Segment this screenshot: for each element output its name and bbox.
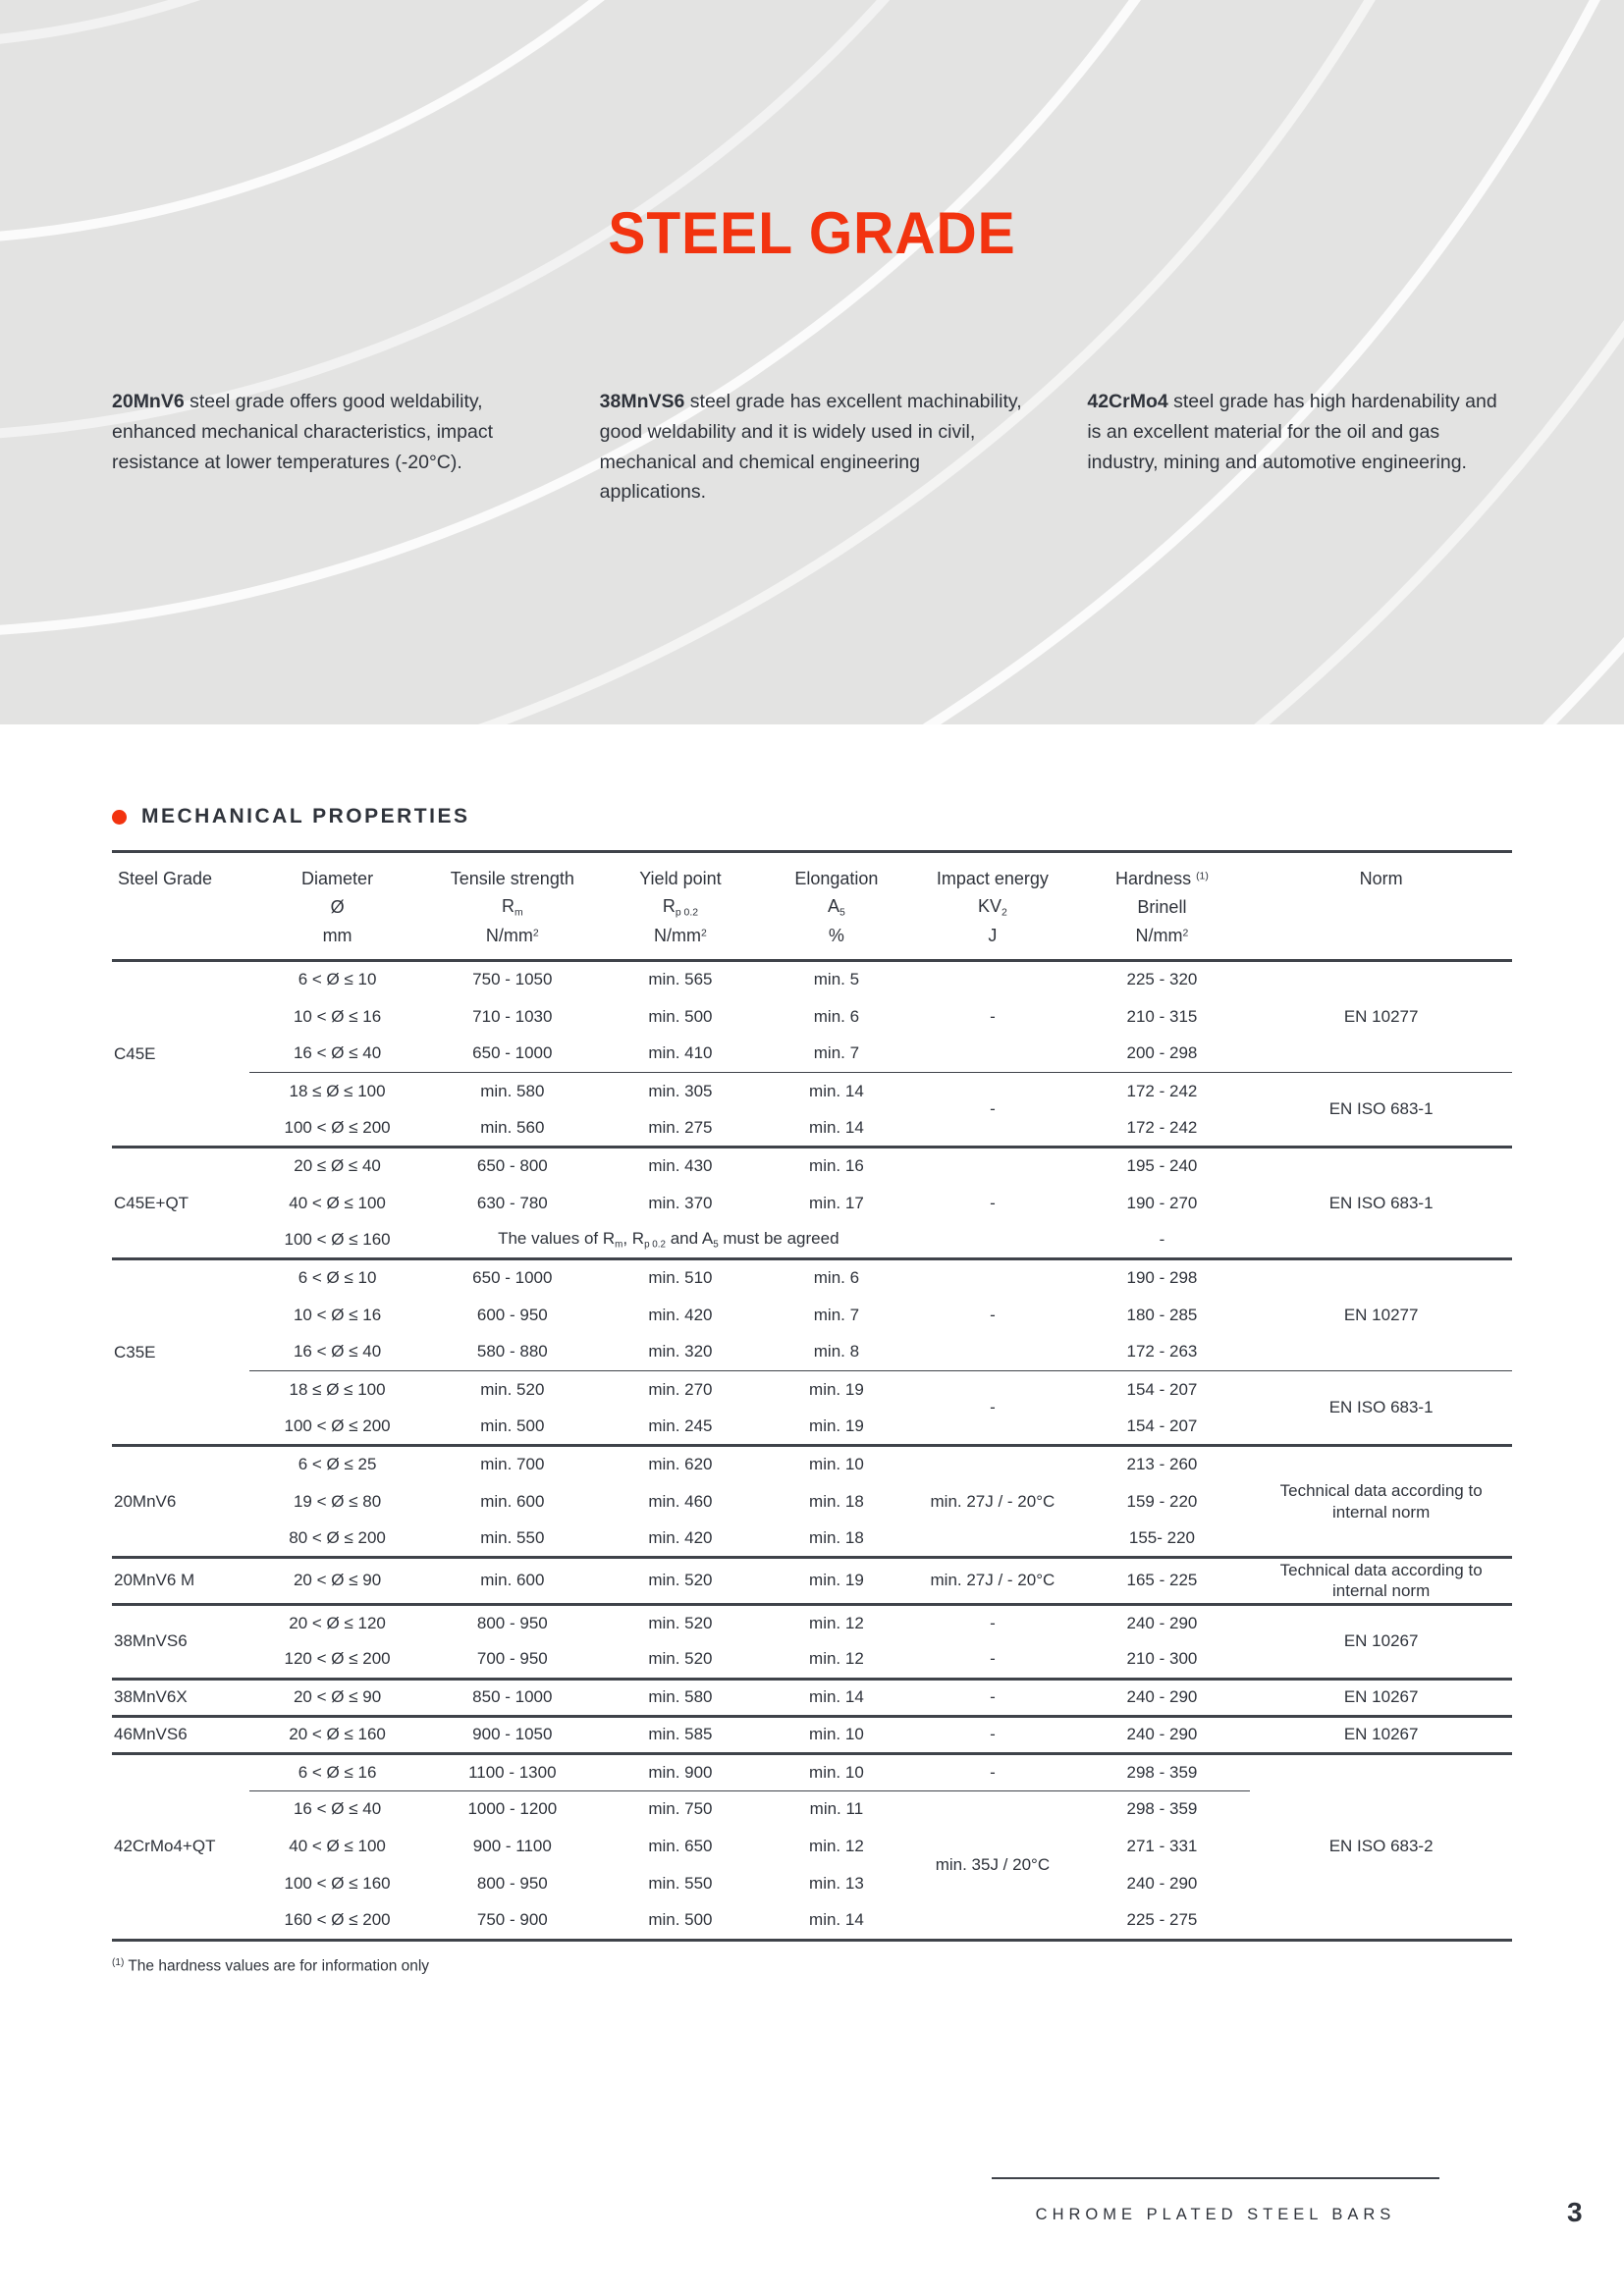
cell-yield-point: min. 305: [599, 1073, 761, 1110]
properties-table: [112, 850, 1512, 1942]
cell-yield-point: min. 565: [599, 961, 761, 998]
cell-hardness: 155- 220: [1128, 1527, 1195, 1547]
properties-table-head: [112, 852, 1512, 961]
cell-yield-point: min. 650: [648, 1837, 713, 1855]
cell-diameter: 100 < Ø ≤ 160: [284, 1874, 391, 1893]
cell-diameter: 19 < Ø ≤ 80: [293, 1491, 382, 1511]
cell-tensile-strength: min. 560: [480, 1117, 545, 1137]
cell-yield-point: min. 320: [648, 1342, 713, 1362]
cell-hardness: 172 - 263: [1126, 1342, 1198, 1362]
cell-elongation: min. 14: [809, 1910, 864, 1930]
cell-norm: EN ISO 683-1: [1250, 1371, 1512, 1446]
cell-steel-grade: C35E: [112, 1259, 249, 1446]
cell-elongation: min. 18: [809, 1491, 864, 1511]
cell-tensile-strength: 630 - 780: [476, 1193, 548, 1212]
cell-steel-grade: 46MnVS6: [112, 1716, 249, 1753]
cell-tensile-strength: 750 - 1050: [425, 961, 599, 998]
grade-name: 20MnV6: [112, 391, 185, 412]
cell-hardness: 180 - 285: [1126, 1305, 1198, 1324]
cell-tensile-strength: min. 550: [480, 1527, 545, 1547]
cell-hardness: 240 - 290: [1074, 1604, 1251, 1641]
cell-tensile-strength: 800 - 950: [425, 1604, 599, 1641]
cell-yield-point: min. 460: [648, 1491, 713, 1511]
cell-diameter: 16 < Ø ≤ 40: [293, 1043, 382, 1063]
cell-yield-point: min. 900: [599, 1753, 761, 1790]
cell-tensile-strength: 710 - 1030: [472, 1006, 553, 1026]
cell-norm: EN 10267: [1250, 1716, 1512, 1753]
cell-yield-point: min. 750: [599, 1790, 761, 1828]
red-dot-icon: [112, 810, 127, 825]
intro-paragraphs: [0, 387, 1624, 507]
cell-impact-energy: -: [911, 1753, 1073, 1790]
grade-name: 42CrMo4: [1087, 391, 1168, 412]
column-symbol: $KV_2$: [977, 895, 1007, 919]
cell-elongation: min. 16: [762, 1148, 912, 1185]
cell-steel-grade: 20MnV6 M: [112, 1558, 249, 1605]
cell-diameter: 40 < Ø ≤ 100: [289, 1193, 386, 1212]
cell-norm: EN ISO 683-1: [1250, 1073, 1512, 1148]
cell-tensile-strength: 750 - 900: [476, 1910, 548, 1930]
table-row: [112, 1679, 1512, 1716]
cell-tensile-strength: 650 - 1000: [472, 1043, 553, 1063]
cell-tensile-strength: 1000 - 1200: [425, 1790, 599, 1828]
table-row: [112, 1716, 1512, 1753]
cell-elongation: min. 7: [813, 1043, 860, 1063]
cell-hardness: 240 - 290: [1126, 1874, 1198, 1893]
cell-tensile-strength: min. 600: [425, 1558, 599, 1605]
cell-hardness: 195 - 240: [1074, 1148, 1251, 1185]
column-header: [1074, 852, 1251, 961]
column-label: Impact energy: [936, 868, 1049, 888]
cell-yield-point: min. 245: [648, 1415, 713, 1435]
column-symbol: $R_{p 0.2}$: [662, 895, 699, 919]
cell-elongation: min. 14: [809, 1117, 864, 1137]
cell-hardness: 240 - 290: [1074, 1679, 1251, 1716]
cell-steel-grade: 42CrMo4+QT: [112, 1753, 249, 1940]
cell-yield-point: min. 620: [599, 1446, 761, 1483]
cell-diameter: 100 < Ø ≤ 160: [284, 1229, 391, 1249]
table-row: [112, 961, 1512, 998]
cell-hardness: 298 - 359: [1074, 1790, 1251, 1828]
column-unit: $N/mm^2$: [654, 925, 707, 945]
intro-text: steel grade offers good weldability, enhanced mechanical characteristics, impact resistance at lower temperatures (-20°C).: [112, 391, 494, 473]
column-header: [762, 852, 912, 961]
cell-tensile-strength: 700 - 950: [476, 1649, 548, 1669]
cell-elongation: min. 17: [809, 1193, 864, 1212]
cell-tensile-strength: 900 - 1100: [472, 1837, 552, 1855]
cell-diameter: 18 ≤ Ø ≤ 100: [249, 1073, 426, 1110]
cell-elongation: min. 12: [809, 1649, 864, 1669]
cell-diameter: 18 ≤ Ø ≤ 100: [249, 1371, 426, 1409]
cell-impact-energy: -: [911, 1259, 1073, 1371]
cell-yield-point: min. 520: [648, 1649, 713, 1669]
cell-norm: Technical data according to internal norm: [1250, 1446, 1512, 1558]
cell-tensile-strength: min. 520: [425, 1371, 599, 1409]
footnote-marker: (1): [112, 1956, 125, 1968]
cell-elongation: min. 10: [762, 1446, 912, 1483]
cell-hardness: 210 - 315: [1126, 1006, 1198, 1026]
cell-yield-point: min. 370: [648, 1193, 713, 1212]
intro-20mnv6: [112, 387, 537, 507]
cell-hardness: 298 - 359: [1074, 1753, 1251, 1790]
column-unit: J: [988, 925, 998, 945]
column-header: [112, 852, 249, 961]
cell-hardness: 190 - 270: [1126, 1193, 1198, 1212]
cell-yield-point: min. 430: [599, 1148, 761, 1185]
column-label: Hardness $^{(1)}$: [1115, 868, 1209, 888]
table-row: [112, 1073, 1512, 1110]
cell-tensile-strength: 850 - 1000: [425, 1679, 599, 1716]
cell-yield-point: min. 520: [599, 1604, 761, 1641]
column-header: [425, 852, 599, 961]
cell-norm: EN 10277: [1250, 1259, 1512, 1371]
grade-name: 38MnVS6: [599, 391, 685, 412]
cell-hardness: 172 - 242: [1126, 1117, 1198, 1137]
cell-hardness: 225 - 320: [1074, 961, 1251, 998]
cell-yield-point: min. 275: [648, 1117, 713, 1137]
cell-yield-point: min. 510: [599, 1259, 761, 1297]
intro-38mnvs6: [600, 387, 1025, 507]
cell-hardness: 200 - 298: [1126, 1043, 1198, 1063]
cell-hardness: 165 - 225: [1074, 1558, 1251, 1605]
cell-hardness: 271 - 331: [1126, 1837, 1198, 1855]
cell-diameter: 20 < Ø ≤ 90: [249, 1679, 426, 1716]
column-header: [1250, 852, 1512, 961]
cell-yield-point: min. 500: [648, 1006, 713, 1026]
cell-impact-energy: -: [911, 1716, 1073, 1753]
cell-elongation: min. 6: [813, 1006, 860, 1026]
cell-impact-energy: -: [911, 1371, 1073, 1446]
properties-table-body: [112, 961, 1512, 1941]
cell-steel-grade: 38MnV6X: [112, 1679, 249, 1716]
cell-tensile-strength: min. 600: [480, 1491, 545, 1511]
column-header: [249, 852, 426, 961]
footer-rule: [992, 2177, 1439, 2179]
cell-norm: Technical data according to internal norm: [1250, 1558, 1512, 1605]
footer-label: CHROME PLATED STEEL BARS: [1035, 2206, 1396, 2223]
cell-impact-energy: -: [911, 961, 1073, 1073]
cell-elongation: min. 12: [762, 1604, 912, 1641]
cell-impact-energy: min. 27J / - 20°C: [911, 1446, 1073, 1558]
cell-diameter: 20 < Ø ≤ 90: [249, 1558, 426, 1605]
hero: [0, 0, 1624, 724]
cell-diameter: 20 ≤ Ø ≤ 40: [249, 1148, 426, 1185]
cell-hardness: -: [1159, 1229, 1165, 1249]
cell-steel-grade: 38MnVS6: [112, 1604, 249, 1679]
cell-yield-point: min. 270: [599, 1371, 761, 1409]
cell-impact-energy: -: [911, 1148, 1073, 1259]
cell-diameter: 6 < Ø ≤ 16: [249, 1753, 426, 1790]
cell-diameter: 100 < Ø ≤ 200: [284, 1415, 391, 1435]
cell-yield-point: min. 585: [599, 1716, 761, 1753]
cell-diameter: 80 < Ø ≤ 200: [289, 1527, 386, 1547]
cell-diameter: 20 < Ø ≤ 120: [249, 1604, 426, 1641]
cell-impact-energy: -: [911, 1604, 1073, 1641]
column-label: Elongation: [794, 868, 879, 888]
column-symbol: Brinell: [1137, 896, 1187, 917]
cell-elongation: min. 7: [813, 1305, 860, 1324]
cell-impact-energy: -: [911, 1073, 1073, 1148]
cell-elongation: min. 14: [762, 1679, 912, 1716]
cell-tensile-strength: min. 500: [480, 1415, 545, 1435]
table-row: [112, 1446, 1512, 1483]
cell-impact-energy: min. 27J / - 20°C: [911, 1558, 1073, 1605]
cell-agreed-note: The values of $R_m$, $R_{p 0.2}$ and $A_5$ must be agreed: [498, 1229, 839, 1251]
column-label: Tensile strength: [450, 868, 574, 888]
footnote-text: The hardness values are for information only: [124, 1957, 430, 1975]
cell-tensile-strength: 900 - 1050: [425, 1716, 599, 1753]
cell-tensile-strength: 1100 - 1300: [425, 1753, 599, 1790]
section-title: MECHANICAL PROPERTIES: [141, 805, 470, 828]
cell-tensile-strength: 800 - 950: [476, 1874, 548, 1893]
intro-text: steel grade has high hardenability and is an excellent material for the oil and gas industry, mining and automotive engineering.: [1087, 391, 1497, 473]
cell-hardness: 154 - 207: [1126, 1415, 1198, 1435]
cell-norm: EN 10267: [1250, 1604, 1512, 1679]
cell-yield-point: min. 580: [599, 1679, 761, 1716]
table-row: [112, 1604, 1512, 1641]
cell-norm: EN 10277: [1250, 961, 1512, 1073]
cell-norm: EN 10267: [1250, 1679, 1512, 1716]
cell-tensile-strength: min. 580: [425, 1073, 599, 1110]
cell-steel-grade: C45E: [112, 961, 249, 1148]
cell-diameter: 120 < Ø ≤ 200: [284, 1649, 391, 1669]
cell-yield-point: min. 410: [648, 1043, 713, 1063]
column-label: Diameter: [301, 868, 374, 888]
column-symbol: $R_m$: [501, 895, 523, 919]
table-row: [112, 1148, 1512, 1185]
table-row: [112, 1259, 1512, 1297]
column-symbol: Ø: [330, 896, 345, 917]
cell-hardness: 225 - 275: [1126, 1910, 1198, 1930]
column-unit: $N/mm^2$: [485, 925, 539, 945]
cell-elongation: min. 13: [809, 1874, 864, 1893]
cell-elongation: min. 14: [762, 1073, 912, 1110]
cell-diameter: 6 < Ø ≤ 10: [249, 1259, 426, 1297]
cell-impact-energy: -: [990, 1649, 996, 1669]
cell-elongation: min. 6: [762, 1259, 912, 1297]
cell-elongation: min. 18: [809, 1527, 864, 1547]
cell-elongation: min. 10: [762, 1716, 912, 1753]
cell-diameter: 10 < Ø ≤ 16: [293, 1305, 382, 1324]
cell-hardness: 159 - 220: [1126, 1491, 1198, 1511]
column-label: Yield point: [639, 868, 722, 888]
cell-hardness: 213 - 260: [1074, 1446, 1251, 1483]
cell-tensile-strength: min. 700: [425, 1446, 599, 1483]
cell-tensile-strength: 600 - 950: [476, 1305, 548, 1324]
cell-diameter: 6 < Ø ≤ 25: [249, 1446, 426, 1483]
column-unit: mm: [322, 925, 352, 945]
page-number: 3: [1567, 2197, 1583, 2227]
cell-diameter: 100 < Ø ≤ 200: [284, 1117, 391, 1137]
cell-yield-point: min. 520: [599, 1558, 761, 1605]
main-content: [0, 805, 1624, 1975]
cell-diameter: 160 < Ø ≤ 200: [284, 1910, 391, 1930]
header-row: [112, 852, 1512, 961]
intro-42crmo4: [1087, 387, 1512, 507]
cell-elongation: min. 12: [809, 1837, 864, 1855]
footnote: [112, 1957, 1512, 1976]
cell-hardness: 240 - 290: [1074, 1716, 1251, 1753]
column-unit: %: [828, 925, 844, 945]
cell-elongation: min. 19: [762, 1558, 912, 1605]
cell-impact-energy: -: [911, 1679, 1073, 1716]
cell-elongation: min. 11: [762, 1790, 912, 1828]
column-header: [911, 852, 1073, 961]
cell-steel-grade: 20MnV6: [112, 1446, 249, 1558]
cell-elongation: min. 19: [762, 1371, 912, 1409]
cell-elongation: min. 5: [762, 961, 912, 998]
cell-elongation: min. 8: [813, 1342, 860, 1362]
cell-diameter: 6 < Ø ≤ 10: [249, 961, 426, 998]
cell-hardness: 154 - 207: [1074, 1371, 1251, 1409]
cell-yield-point: min. 420: [648, 1305, 713, 1324]
cell-steel-grade: C45E+QT: [112, 1148, 249, 1259]
column-label: Steel Grade: [118, 868, 213, 888]
section-header: [112, 805, 1512, 828]
cell-diameter: 40 < Ø ≤ 100: [289, 1837, 386, 1855]
cell-yield-point: min. 500: [648, 1910, 713, 1930]
cell-diameter: 16 < Ø ≤ 40: [249, 1790, 426, 1828]
column-label: Norm: [1359, 868, 1403, 888]
cell-diameter: 10 < Ø ≤ 16: [293, 1006, 382, 1026]
table-row: [112, 1753, 1512, 1790]
cell-tensile-strength: 650 - 800: [425, 1148, 599, 1185]
cell-norm: EN ISO 683-2: [1250, 1753, 1512, 1940]
cell-hardness: 210 - 300: [1126, 1649, 1198, 1669]
cell-hardness: 172 - 242: [1074, 1073, 1251, 1110]
cell-hardness: 190 - 298: [1074, 1259, 1251, 1297]
cell-impact-energy: min. 35J / 20°C: [911, 1790, 1073, 1940]
intro-text: steel grade has excellent machinability, good weldability and it is widely used in civil, mechanical and chemical engineering applications.: [599, 391, 1022, 504]
cell-tensile-strength: 580 - 880: [476, 1342, 548, 1362]
cell-elongation: min. 19: [809, 1415, 864, 1435]
cell-elongation: min. 10: [762, 1753, 912, 1790]
cell-tensile-strength: 650 - 1000: [425, 1259, 599, 1297]
table-row: [112, 1558, 1512, 1605]
cell-diameter: 16 < Ø ≤ 40: [293, 1342, 382, 1362]
column-symbol: $A_5$: [828, 895, 845, 919]
column-unit: $N/mm^2$: [1135, 925, 1189, 945]
cell-diameter: 20 < Ø ≤ 160: [249, 1716, 426, 1753]
column-header: [599, 852, 761, 961]
cell-norm: EN ISO 683-1: [1250, 1148, 1512, 1259]
table-row: [112, 1371, 1512, 1409]
page-title: STEEL GRADE: [608, 200, 1016, 267]
cell-yield-point: min. 550: [648, 1874, 713, 1893]
cell-yield-point: min. 420: [648, 1527, 713, 1547]
